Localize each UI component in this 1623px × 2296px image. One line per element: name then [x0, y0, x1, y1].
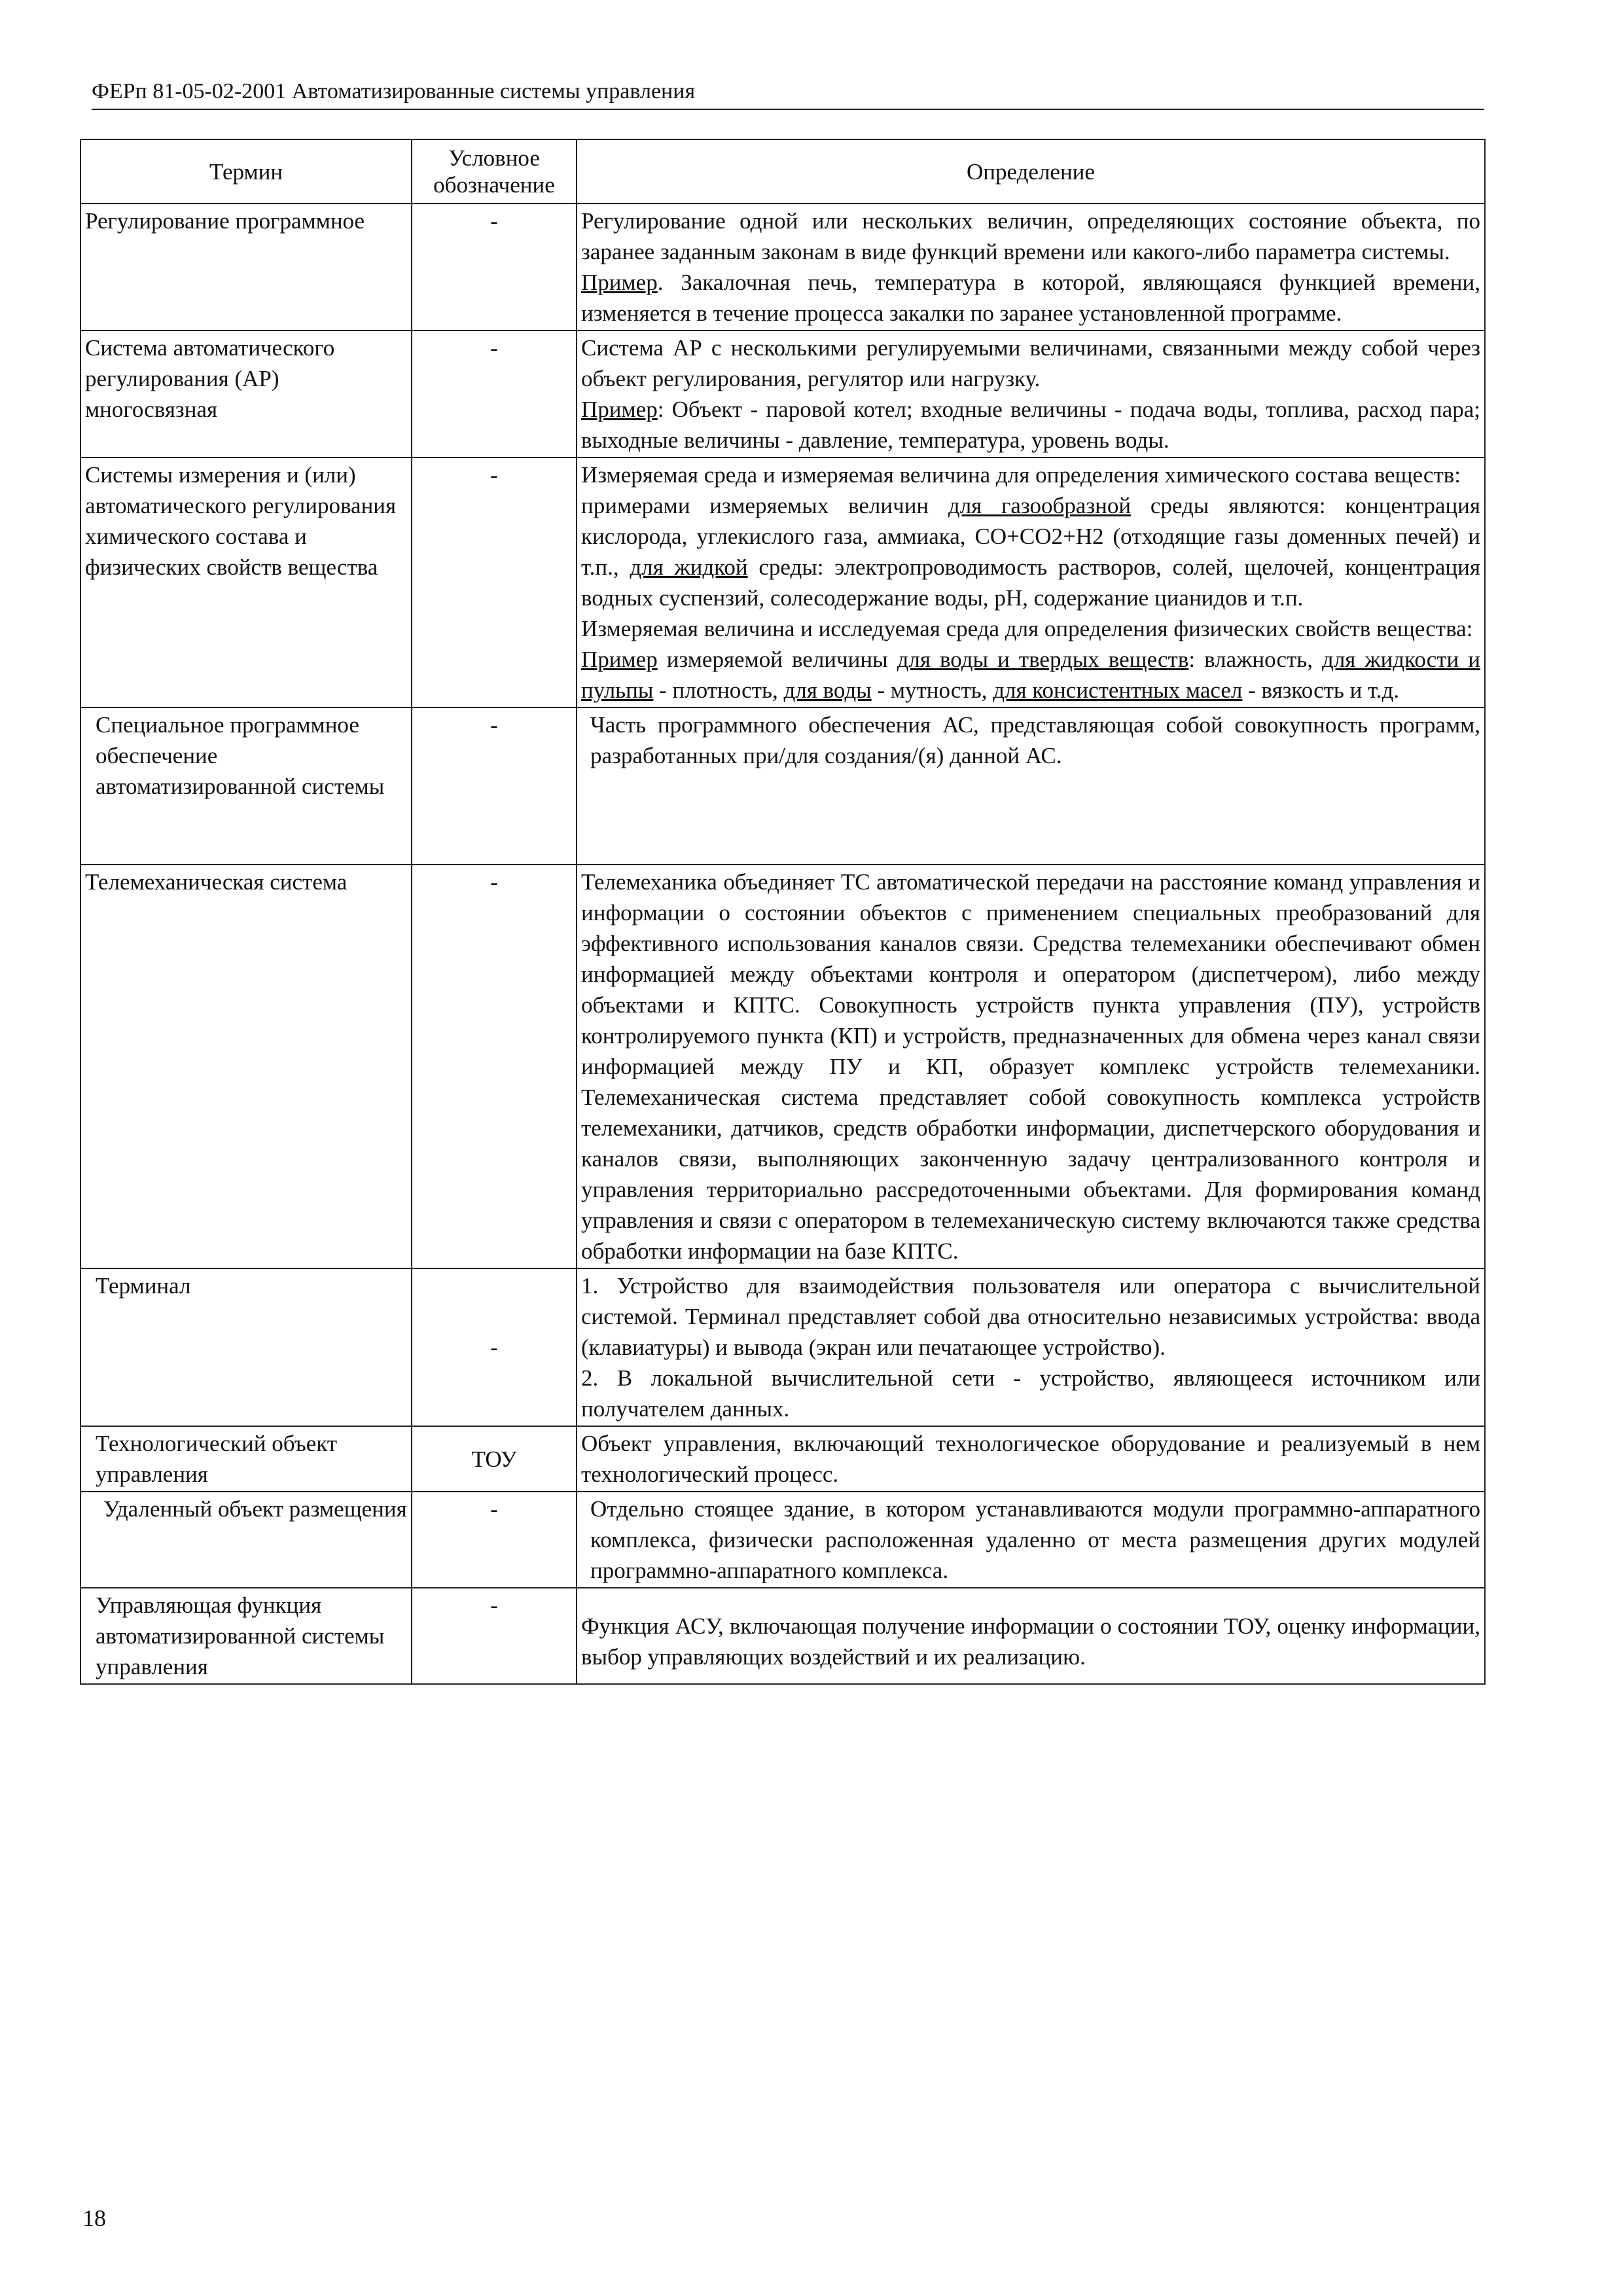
term-cell: Управляющая функция автоматизированной системы управления [80, 1588, 412, 1684]
physical-examples [581, 644, 1480, 706]
definition-cell [577, 331, 1485, 457]
table-row [80, 1268, 1485, 1426]
page-header: ФЕРп 81-05-02-2001 Автоматизированные системы управления [92, 77, 1484, 110]
physical-intro: Измеряемая величина и исследуемая среда для определения физических свойств вещества: [581, 616, 1473, 641]
symbol-cell: - [412, 204, 577, 331]
term-cell: Технологический объект управления [80, 1426, 412, 1492]
definition-cell [577, 457, 1485, 708]
definition-cell: Часть программного обеспечения АС, представляющая собой совокупность программ, разработанных при/для создания/(я) данной АС. [577, 708, 1485, 865]
symbol-cell: - [412, 1268, 577, 1426]
symbol-cell: - [412, 331, 577, 457]
example-text [581, 394, 1480, 456]
underlined-span: для газообразной [948, 493, 1132, 518]
symbol-cell: - [412, 865, 577, 1268]
definition-cell [577, 1268, 1485, 1426]
text-span: среды являются: концентрация кислорода, углекислого газа, аммиака, CO+CO2+H2 (отходящие газы доменных печей) и т.п., [581, 493, 1481, 580]
column-header-symbol: Условное обозначение [412, 139, 577, 204]
example-label: Пример [581, 397, 658, 422]
underlined-span: для воды и твердых веществ [897, 647, 1189, 672]
symbol-cell: - [412, 1588, 577, 1684]
table-row [80, 331, 1485, 457]
text-span: измеряемой величины [657, 647, 897, 672]
text-span: примерами измеряемых величин [581, 493, 948, 518]
text-span: среды: электропроводимость растворов, солей, щелочей, концентрация водных суспензий, солесодержание воды, pH, содержание цианидов и т.п. [581, 554, 1480, 611]
term-cell: Система автоматического регулирования (АР) многосвязная [80, 331, 412, 457]
example-body: : Объект - паровой котел; входные величины - подача воды, топлива, расход пара; выходные величины - давление, температура, уровень воды. [581, 397, 1480, 453]
term-cell: Специальное программное обеспечение автоматизированной системы [80, 708, 412, 865]
definition-text: 2. В локальной вычислительной сети - устройство, являющееся источником или получателем данных. [581, 1365, 1480, 1422]
symbol-cell: - [412, 1492, 577, 1588]
underlined-span: Пример [581, 647, 658, 672]
term-cell: Телемеханическая система [80, 865, 412, 1268]
symbol-cell: - [412, 457, 577, 708]
terms-table [80, 139, 1486, 1685]
column-header-term: Термин [80, 139, 412, 204]
column-header-definition: Определение [577, 139, 1485, 204]
term-cell: Терминал [80, 1268, 412, 1426]
definition-text: Система АР с несколькими регулируемыми величинами, связанными между собой через объект регулирования, регулятор или нагрузку. [581, 335, 1480, 391]
symbol-cell: - [412, 708, 577, 865]
table-header-row [80, 139, 1485, 204]
definition-cell: Телемеханика объединяет ТС автоматической передачи на расстояние команд управления и информации о состоянии объектов с применением специальных преобразований для эффективного использования каналов связи. Средства телемеханики обеспечивают обмен информацией между объектами контроля и оператором (диспетчером), либо между объектами и КПТС. Совокупность устройств пункта управления (ПУ), устройств контролируемого пункта (КП) и устройств, предназначенных для обмена через канал связи информацией между ПУ и КП, образует комплекс устройств телемеханики. Телемеханическая система представляет собой совокупность комплекса устройств телемеханики, датчиков, средств обработки информации, диспетчерского оборудования и каналов связи, выполняющих законченную задачу централизованного контроля и управления территориально рассредоточенными объектами. Для формирования команд управления и связи с оператором в телемеханическую систему включаются также средства обработки информации на базе КПТС. [577, 865, 1485, 1268]
table-row [80, 1492, 1485, 1588]
underlined-span: для жидкой [630, 554, 748, 580]
underlined-span: для воды [783, 677, 872, 703]
example-label: Пример [581, 270, 658, 295]
definition-cell: Функция АСУ, включающая получение информации о состоянии ТОУ, оценку информации, выбор управляющих воздействий и их реализацию. [577, 1588, 1485, 1684]
symbol-cell: ТОУ [412, 1426, 577, 1492]
example-text [581, 267, 1480, 329]
text-span: - мутность, [871, 677, 993, 703]
table-row [80, 457, 1485, 708]
table-row [80, 1588, 1485, 1684]
table-row [80, 865, 1485, 1268]
definition-text: 1. Устройство для взаимодействия пользователя или оператора с вычислительной системой. Терминал представляет собой два относительно независимых устройства: ввода (клавиатуры) и вывода (экран или печатающее устройство). [581, 1273, 1480, 1360]
underlined-span: для жидкости и пульпы [581, 647, 1480, 703]
chemical-examples [581, 490, 1480, 613]
definition-cell: Отдельно стоящее здание, в котором устанавливаются модули программно-аппаратного комплекса, физически расположенная удаленно от места размещения других модулей программно-аппаратного комплекса. [577, 1492, 1485, 1588]
text-span: - вязкость и т.д. [1242, 677, 1400, 703]
table-row [80, 1426, 1485, 1492]
text-span: - плотность, [653, 677, 784, 703]
text-span: : влажность, [1188, 647, 1323, 672]
table-row [80, 204, 1485, 331]
underlined-span: для консистентных масел [993, 677, 1243, 703]
definition-cell [577, 204, 1485, 331]
term-cell: Удаленный объект размещения [80, 1492, 412, 1588]
term-cell: Регулирование программное [80, 204, 412, 331]
definition-text: Регулирование одной или нескольких величин, определяющих состояние объекта, по заранее заданным законам в виде функций времени или какого-либо параметра системы. [581, 208, 1480, 264]
definition-text: Измеряемая среда и измеряемая величина для определения химического состава веществ: [581, 462, 1461, 488]
page-number: 18 [82, 2205, 106, 2231]
term-cell: Системы измерения и (или) автоматического регулирования химического состава и физических свойств вещества [80, 457, 412, 708]
definition-cell: Объект управления, включающий технологическое оборудование и реализуемый в нем технологический процесс. [577, 1426, 1485, 1492]
example-body: . Закалочная печь, температура в которой, являющаяся функцией времени, изменяется в течение процесса закалки по заранее установленной программе. [581, 270, 1480, 326]
table-row [80, 708, 1485, 865]
